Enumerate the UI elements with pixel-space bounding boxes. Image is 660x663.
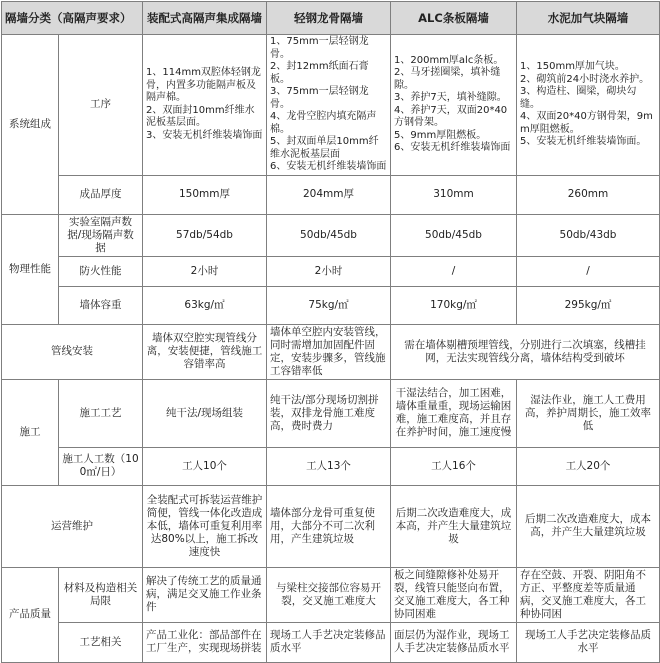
cell-weight-c3: 170kg/㎡ bbox=[391, 286, 517, 324]
cell-craft-c2: 纯干法/部分现场切割拼装，双排龙骨施工难度高，费时费力 bbox=[267, 379, 391, 447]
cell-fire-c3: / bbox=[391, 256, 517, 286]
cell-tech-c2: 现场工人手艺决定装修品质水平 bbox=[267, 622, 391, 662]
label-craft: 施工工艺 bbox=[59, 379, 143, 447]
section-system: 系统组成 bbox=[2, 35, 59, 215]
cell-operation-c1: 全装配式可拆装运营维护简便，管线一体化改造成本低，墙体可重复利用率达80%以上，施工拆改速度快 bbox=[143, 485, 267, 567]
header-c3: ALC条板隔墙 bbox=[391, 2, 517, 35]
section-physical: 物理性能 bbox=[2, 214, 59, 324]
row-weight bbox=[2, 286, 660, 324]
cell-sound-c3: 50db/45db bbox=[391, 214, 517, 256]
label-tech: 工艺相关 bbox=[59, 622, 143, 662]
cell-thickness-c1: 150mm厚 bbox=[143, 175, 267, 214]
section-quality: 产品质量 bbox=[2, 567, 59, 662]
cell-labor-c3: 工人16个 bbox=[391, 447, 517, 485]
row-craft bbox=[2, 379, 660, 447]
cell-tech-c3: 面层仍为湿作业，现场工人手艺决定装修品质水平 bbox=[391, 622, 517, 662]
cell-operation-c4: 后期二次改造难度大，成本高，并产生大量建筑垃圾 bbox=[517, 485, 660, 567]
cell-sound-c1: 57db/54db bbox=[143, 214, 267, 256]
cell-tech-c4: 现场工人手艺决定装修品质水平 bbox=[517, 622, 660, 662]
cell-sound-c4: 50db/43db bbox=[517, 214, 660, 256]
row-process bbox=[2, 35, 660, 176]
label-labor: 施工人工数（100㎡/日） bbox=[59, 447, 143, 485]
row-fire bbox=[2, 256, 660, 286]
header-c1: 装配式高隔声集成隔墙 bbox=[143, 2, 267, 35]
cell-tech-c1: 产品工业化：部品部件在工厂生产，实现现场拼装 bbox=[143, 622, 267, 662]
cell-material-c2: 与梁柱交接部位容易开裂，交叉施工难度大 bbox=[267, 567, 391, 622]
row-operation bbox=[2, 485, 660, 567]
cell-process-c4: 1、150mm厚加气块。 2、砌筑前24小时浇水养护。 3、构造柱、圈梁，砌块勾缝。 4、双面20*40方钢骨架，9mm厚阻燃板。 5、安装无机纤维装墙饰面。 bbox=[517, 35, 660, 176]
cell-weight-c4: 295kg/㎡ bbox=[517, 286, 660, 324]
cell-fire-c4: / bbox=[517, 256, 660, 286]
cell-material-c4: 存在空鼓、开裂、阴阳角不方正、平整度差等质量通病，交叉施工难度大，各工种协同困 bbox=[517, 567, 660, 622]
section-operation: 运营维护 bbox=[2, 485, 143, 567]
cell-thickness-c2: 204mm厚 bbox=[267, 175, 391, 214]
cell-operation-c2: 墙体部分龙骨可重复使用，大部分不可二次利用，产生建筑垃圾 bbox=[267, 485, 391, 567]
row-pipeline bbox=[2, 324, 660, 379]
cell-operation-c3: 后期二次改造难度大，成本高，并产生大量建筑垃圾 bbox=[391, 485, 517, 567]
cell-fire-c1: 2小时 bbox=[143, 256, 267, 286]
cell-pipeline-c1: 墙体双空腔实现管线分离，安装便捷，管线施工容错率高 bbox=[143, 324, 267, 379]
row-thickness bbox=[2, 175, 660, 214]
label-material: 材料及构造相关局限 bbox=[59, 567, 143, 622]
section-construction: 施工 bbox=[2, 379, 59, 485]
comparison-table bbox=[1, 1, 660, 663]
label-thickness: 成品厚度 bbox=[59, 175, 143, 214]
header-c4: 水泥加气块隔墙 bbox=[517, 2, 660, 35]
cell-labor-c1: 工人10个 bbox=[143, 447, 267, 485]
cell-material-c3: 板之间缝隙修补处易开裂，线管只能竖向布置，交叉施工难度大，各工种协同困难 bbox=[391, 567, 517, 622]
header-category: 隔墙分类（高隔声要求） bbox=[2, 2, 143, 35]
label-fire: 防火性能 bbox=[59, 256, 143, 286]
label-sound: 实验室隔声数据/现场隔声数据 bbox=[59, 214, 143, 256]
cell-labor-c2: 工人13个 bbox=[267, 447, 391, 485]
cell-sound-c2: 50db/45db bbox=[267, 214, 391, 256]
cell-weight-c2: 75kg/㎡ bbox=[267, 286, 391, 324]
section-pipeline: 管线安装 bbox=[2, 324, 143, 379]
cell-material-c1: 解决了传统工艺的质量通病，满足交叉施工作业条件 bbox=[143, 567, 267, 622]
cell-pipeline-c2: 墙体单空腔内安装管线，同时需增加加固配件固定，安装步骤多，管线施工容错率低 bbox=[267, 324, 391, 379]
header-row bbox=[2, 2, 660, 35]
label-process: 工序 bbox=[59, 35, 143, 176]
cell-pipeline-c34: 需在墙体剔槽预埋管线，分别进行二次填塞，线槽挂网，无法实现管线分离，墙体结构受到破坏 bbox=[391, 324, 660, 379]
cell-labor-c4: 工人20个 bbox=[517, 447, 660, 485]
row-labor bbox=[2, 447, 660, 485]
row-tech bbox=[2, 622, 660, 662]
cell-craft-c1: 纯干法/现场组装 bbox=[143, 379, 267, 447]
cell-process-c3: 1、200mm厚alc条板。 2、马牙搓圈梁，填补缝隙。 3、养护7天，填补缝隙。 4、养护7天，双面20*40方钢骨架。 5、9mm厚阻燃板。 6、安装无机纤维装墙饰面 bbox=[391, 35, 517, 176]
cell-process-c2: 1、75mm一层轻钢龙骨。 2、封12mm纸面石膏板。 3、75mm一层轻钢龙骨。 4、龙骨空腔内填充隔声棉。 5、封双面单层10mm纤维水泥板基层面 6、安装无机纤维装墙饰面 bbox=[267, 35, 391, 176]
cell-fire-c2: 2小时 bbox=[267, 256, 391, 286]
cell-thickness-c3: 310mm bbox=[391, 175, 517, 214]
cell-craft-c3: 干湿法结合，加工困难，墙体重量重，现场运输困难，施工难度高，并且存在养护时间，施工速度慢 bbox=[391, 379, 517, 447]
row-material bbox=[2, 567, 660, 622]
cell-craft-c4: 湿法作业，施工人工费用高，养护周期长，施工效率低 bbox=[517, 379, 660, 447]
cell-thickness-c4: 260mm bbox=[517, 175, 660, 214]
header-c2: 轻钢龙骨隔墙 bbox=[267, 2, 391, 35]
cell-weight-c1: 63kg/㎡ bbox=[143, 286, 267, 324]
cell-process-c1: 1、114mm双腔体轻钢龙骨，内置多功能隔声板及隔声棉。 2、双面封10mm纤维水泥板基层面。 3、安装无机纤维装墙饰面 bbox=[143, 35, 267, 176]
label-weight: 墙体容重 bbox=[59, 286, 143, 324]
row-sound bbox=[2, 214, 660, 256]
